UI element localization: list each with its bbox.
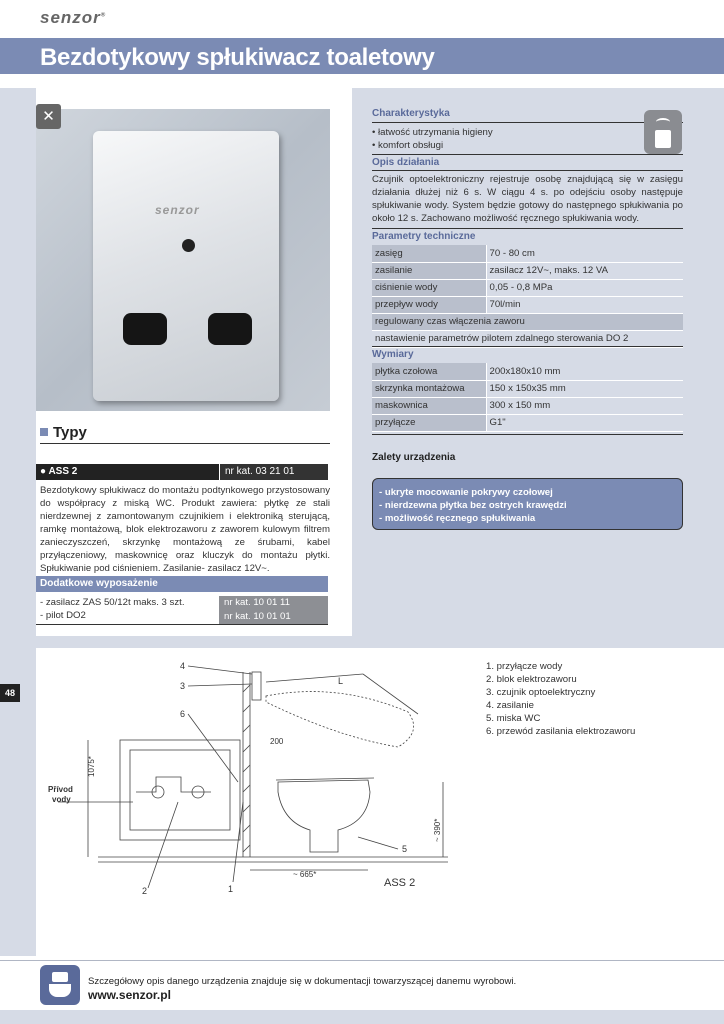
sensor-plate: [252, 672, 261, 700]
remote-control-icon: [644, 110, 682, 154]
dimensions-heading: Wymiary: [372, 349, 414, 360]
table-row: nastawienie parametrów pilotem zdalnego sterowania DO 2: [372, 330, 683, 347]
accessories-heading: Dodatkowe wyposażenie: [36, 576, 328, 592]
table-row: maskownica 300 x 150 mm: [372, 397, 683, 414]
leader-line: [233, 802, 243, 882]
characteristics-heading: Charakterystyka: [372, 108, 450, 119]
valve-block: [136, 777, 211, 792]
mounting-box-inner: [130, 750, 230, 830]
table-row: regulowany czas włączenia zaworu: [372, 313, 683, 330]
accessory-code: nr kat. 10 01 01: [219, 610, 328, 624]
model-name: ● ASS 2: [40, 466, 78, 477]
table-row: zasilanie zasilacz 12V~, maks. 12 VA: [372, 262, 683, 279]
accessory-code: nr kat. 10 01 11: [219, 596, 328, 610]
diagram-label: 6: [180, 709, 186, 719]
accessory-name: - zasilacz ZAS 50/12t maks. 3 szt.: [40, 597, 185, 608]
leader-line: [148, 802, 178, 888]
dimensions-table: [372, 363, 683, 432]
table-row: zasięg 70 - 80 cm: [372, 245, 683, 262]
title-bar: [0, 38, 724, 74]
divider: [0, 960, 724, 961]
divider: [36, 624, 328, 625]
product-photo: [36, 109, 330, 411]
divider: [372, 122, 683, 123]
range-line: [363, 674, 418, 714]
leader-line: [188, 714, 238, 782]
toilet-bowl: [278, 780, 370, 852]
divider: [372, 434, 683, 435]
divider: [372, 346, 683, 347]
toilet-icon: [40, 965, 80, 1005]
operation-heading: Opis działania: [372, 157, 440, 168]
plate-slot-right: [208, 313, 252, 345]
sensor-dot: [182, 239, 195, 252]
diagram-label: 5: [402, 844, 408, 854]
installation-diagram: [38, 652, 478, 942]
table-row: przepływ wody 70l/min: [372, 296, 683, 313]
website-link[interactable]: www.senzor.pl: [88, 988, 171, 1002]
range-line: [266, 674, 363, 682]
legend-item: 4. zasilanie: [486, 700, 534, 711]
legend-item: 3. czujnik optoelektryczny: [486, 687, 596, 698]
legend-item: 6. przewód zasilania elektrozaworu: [486, 726, 636, 737]
diagram-label: ~ 390*: [433, 818, 442, 842]
model-description: Bezdotykowy spłukiwacz do montażu podtynkowego przystosowany do współpracy z miską WC. Produkt zawiera: płytkę ze stali nierdzewnej z zamontowanym czujnikiem i elektroniką sterującą, ramkę montażową, blok elektrozaworu z zaworem kulowym filtrem zanieczyszczeń, skrzynkę montażową ze śrubami, kabel przyłączeniowy, maskownicę oraz kluczyk do montażu płytki. Spłukiwanie pod ciśnieniem. Zasilanie- zasilacz 12V~.: [40, 485, 330, 574]
table-row: płytka czołowa 200x180x10 mm: [372, 363, 683, 380]
diagram-label: 4: [180, 661, 186, 671]
diagram-label: 1: [228, 884, 234, 894]
divider: [372, 170, 683, 171]
legend-item: 2. blok elektrozaworu: [486, 674, 577, 685]
types-heading: Typy: [40, 424, 330, 444]
leader-line: [188, 666, 252, 674]
model-bar: [36, 464, 328, 480]
table-row: skrzynka montażowa 150 x 150x35 mm: [372, 380, 683, 397]
advantage-item: - możliwość ręcznego spłukiwania: [379, 513, 536, 524]
diagram-label: 200: [270, 737, 284, 746]
page-title: Bezdotykowy spłukiwacz toaletowy: [40, 44, 435, 71]
plate-logo: senzor: [155, 203, 200, 217]
bullet-square-icon: [40, 428, 48, 436]
diagram-label: ~ 665*: [293, 870, 317, 879]
advantages-box: [372, 478, 683, 530]
plate-slot-left: [123, 313, 167, 345]
footer-note: Szczegółowy opis danego urządzenia znajduje się w dokumentacji towarzyszącej danemu wyrobowi.: [88, 976, 517, 987]
brand-logo: senzor®: [40, 8, 107, 27]
diagram-label: vody: [52, 795, 71, 804]
flush-plate: [93, 131, 279, 401]
advantages-heading: Zalety urządzenia: [372, 452, 456, 463]
footer-strip: [0, 1010, 724, 1024]
tools-icon: ✕: [36, 104, 61, 129]
characteristic-item: • komfort obsługi: [372, 140, 444, 151]
diagram-label: L: [338, 676, 344, 686]
advantage-item: - ukryte mocowanie pokrywy czołowej: [379, 487, 553, 498]
operation-text: Czujnik optoelektroniczny rejestruje osobę znajdującą się w zasięgu działania dłużej niż 6 s. W ciągu 4 s. po odejściu osoby następuje spłukiwanie wody. System będzie gotowy do następnego spłukiwania po około 12 s. Zachowano możliwość ręcznego spłukiwania wody.: [372, 174, 683, 224]
advantage-item: - nierdzewna płytka bez ostrych krawędzi: [379, 500, 567, 511]
accessory-name: - pilot DO2: [40, 610, 86, 621]
diagram-label: ASS 2: [384, 877, 416, 889]
diagram-label: 1075*: [87, 756, 96, 777]
legend-item: 5. miska WC: [486, 713, 541, 724]
diagram-label: 2: [142, 886, 148, 896]
diagram-label: Přívod: [48, 785, 73, 794]
diagram-label: 3: [180, 681, 186, 691]
table-row: ciśnienie wody 0,05 - 0,8 MPa: [372, 279, 683, 296]
divider: [372, 228, 683, 229]
diagram-legend: [486, 660, 635, 738]
leader-line: [358, 837, 398, 849]
technical-table: [372, 245, 683, 348]
page-number: 48: [0, 684, 20, 702]
divider: [372, 154, 683, 155]
model-code: nr kat. 03 21 01: [219, 464, 328, 480]
detection-zone: [266, 692, 414, 747]
technical-heading: Parametry techniczne: [372, 231, 476, 242]
characteristic-item: • łatwość utrzymania higieny: [372, 127, 493, 138]
legend-item: 1. przyłącze wody: [486, 661, 563, 672]
toilet-seat: [276, 778, 374, 780]
table-row: przyłącze G1": [372, 414, 683, 431]
wall-hatch: [243, 685, 250, 852]
leader-line: [188, 684, 252, 686]
mounting-box: [120, 740, 240, 840]
